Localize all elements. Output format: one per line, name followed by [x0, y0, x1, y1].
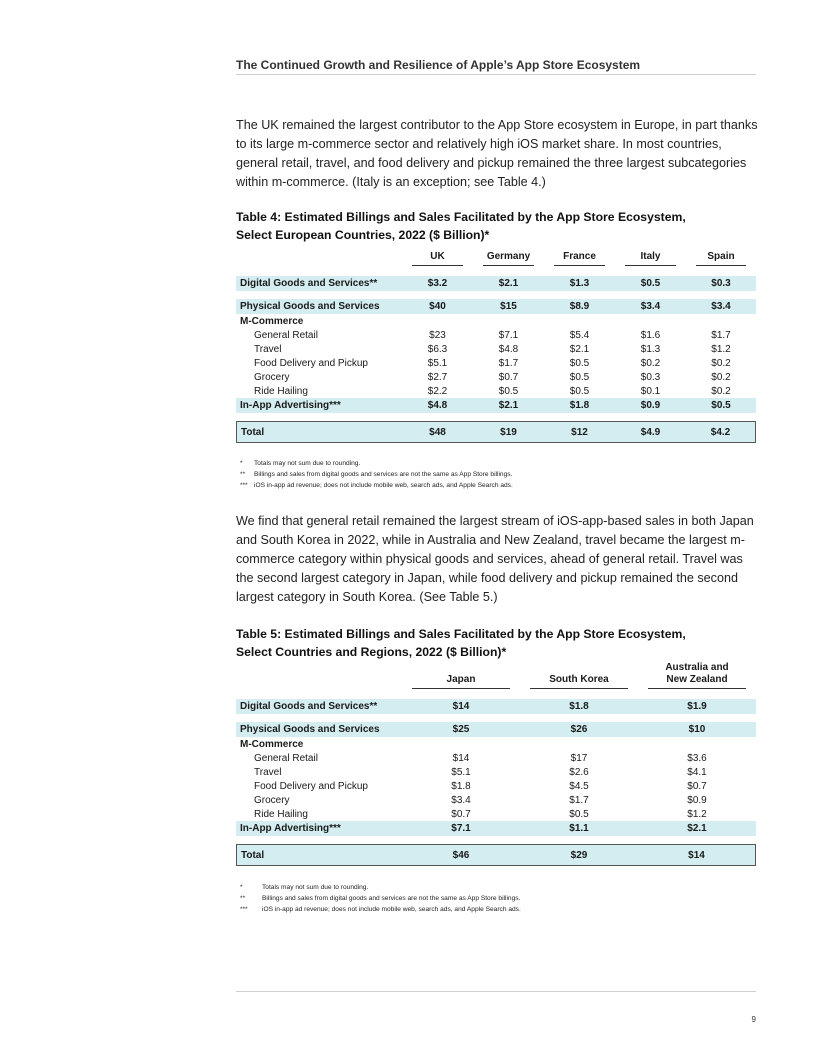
row-label: Food Delivery and Pickup	[254, 357, 368, 369]
table-row	[236, 356, 756, 370]
cell: $7.1	[402, 821, 520, 836]
row-label: Travel	[254, 343, 282, 355]
cell: $23	[429, 329, 446, 341]
cell: $15	[473, 299, 544, 314]
cell: $2.1	[473, 276, 544, 291]
cell: $1.9	[638, 699, 756, 714]
table-5	[236, 662, 756, 866]
table-4-title-line-1: Table 4: Estimated Billings and Sales Facilitated by the App Store Ecosystem,	[236, 210, 686, 224]
footnote-text: iOS in-app ad revenue; does not include mobile web, search ads, and Apple Search ads.	[262, 906, 521, 913]
table-5-footnotes	[240, 882, 760, 915]
cell: $1.7	[711, 329, 731, 341]
cell: $0.7	[687, 780, 707, 792]
cell: $4.8	[402, 398, 473, 413]
row-label: Digital Goods and Services**	[236, 276, 402, 291]
column-header-label: South Korea	[530, 674, 628, 689]
footnote-text: Billings and sales from digital goods and services are not the same as App Store billings.	[254, 471, 513, 478]
table-row	[236, 314, 756, 328]
cell: $3.4	[451, 794, 471, 806]
table-4	[236, 250, 756, 443]
cell: $0.5	[569, 385, 590, 397]
column-header	[544, 250, 615, 268]
column-header-label: Spain	[696, 251, 746, 266]
cell: $1.8	[451, 780, 471, 792]
row-label: Physical Goods and Services	[236, 299, 402, 314]
cell: $5.4	[569, 329, 590, 341]
table-row	[236, 398, 756, 413]
cell: $1.3	[640, 343, 661, 355]
table-row	[236, 384, 756, 398]
row-label: Physical Goods and Services	[236, 722, 402, 737]
cell: $0.3	[640, 371, 661, 383]
row-label: Ride Hailing	[254, 808, 308, 820]
cell: $0.5	[686, 398, 756, 413]
cell: $0.5	[498, 385, 519, 397]
table-5-header-row	[236, 662, 756, 691]
total-row	[236, 844, 756, 866]
row-label: M-Commerce	[240, 738, 304, 750]
cell: $14	[638, 844, 756, 866]
cell: $4.5	[569, 780, 589, 792]
cell: $1.8	[520, 699, 638, 714]
table-5-title-line-2: Select Countries and Regions, 2022 ($ Billion)*	[236, 645, 507, 659]
footnote-text: iOS in-app ad revenue; does not include mobile web, search ads, and Apple Search ads.	[254, 482, 513, 489]
cell: $0.9	[615, 398, 686, 413]
cell: $0.5	[615, 276, 686, 291]
table-4-title-line-2: Select European Countries, 2022 ($ Billion)*	[236, 228, 490, 242]
cell: $1.8	[544, 398, 615, 413]
cell: $25	[402, 722, 520, 737]
cell: $3.4	[686, 299, 756, 314]
cell: $2.6	[569, 766, 589, 778]
cell: $3.6	[687, 752, 707, 764]
cell: $0.2	[711, 385, 731, 397]
cell: $2.1	[473, 398, 544, 413]
footnote	[240, 458, 760, 469]
column-header-label: Germany	[483, 251, 534, 266]
table-5-title-line-1: Table 5: Estimated Billings and Sales Facilitated by the App Store Ecosystem,	[236, 627, 686, 641]
cell: $0.9	[687, 794, 707, 806]
footnote-mark: **	[240, 895, 246, 902]
cell: $5.1	[451, 766, 471, 778]
cell: $1.2	[711, 343, 731, 355]
row-label: Travel	[254, 766, 282, 778]
column-header-label: Japan	[412, 674, 510, 689]
table-row	[236, 793, 756, 807]
table-5-title	[236, 625, 756, 661]
cell: $14	[452, 752, 470, 764]
footnote-text: Totals may not sum due to rounding.	[254, 460, 361, 467]
column-header	[615, 250, 686, 268]
row-label: Food Delivery and Pickup	[254, 780, 368, 792]
column-header	[520, 662, 638, 691]
cell: $0.2	[711, 371, 731, 383]
cell: $4.9	[615, 421, 686, 443]
cell: $2.2	[427, 385, 448, 397]
cell: $48	[402, 421, 473, 443]
footnote	[240, 882, 760, 893]
cell: $6.3	[427, 343, 448, 355]
cell: $12	[544, 421, 615, 443]
row-label: In-App Advertising***	[236, 821, 402, 836]
total-row	[236, 421, 756, 443]
cell: $5.1	[427, 357, 448, 369]
footnote-mark: *	[240, 884, 243, 891]
footnote-mark: ***	[240, 906, 248, 913]
footnote-mark: ***	[240, 482, 248, 489]
column-header-label-line-2: New Zealand	[648, 674, 746, 689]
cell: $0.7	[451, 808, 471, 820]
table-row	[236, 751, 756, 765]
column-header	[638, 662, 756, 691]
column-header-label: Italy	[625, 251, 676, 266]
cell: $8.9	[544, 299, 615, 314]
footnote	[240, 904, 760, 915]
footnote-text: Totals may not sum due to rounding.	[262, 884, 369, 891]
cell: $46	[402, 844, 520, 866]
footnote	[240, 480, 760, 491]
row-label: M-Commerce	[240, 315, 304, 327]
cell: $1.7	[569, 794, 589, 806]
table-4-title	[236, 208, 756, 244]
second-paragraph: We find that general retail remained the largest stream of iOS-app-based sales in both Japan and South Korea in 2022, while in Australia and New Zealand, travel became the largest m-commerce category within physical goods and services, ahead of general retail. Travel was the second largest category in Japan, while food delivery and pickup remained the second largest category in South Korea. (See Table 5.)	[236, 514, 754, 604]
row-label: Ride Hailing	[254, 385, 308, 397]
table-row	[236, 779, 756, 793]
intro-paragraph: The UK remained the largest contributor to the App Store ecosystem in Europe, in part thanks to its large m-commerce sector and relatively high iOS market share. In most countries, general retail, travel, and food delivery and pickup remained the three largest subcategories within m-commerce. (Italy is an exception; see Table 4.)	[236, 118, 758, 189]
cell: $0.5	[569, 357, 590, 369]
cell: $0.5	[569, 371, 590, 383]
row-label: Digital Goods and Services**	[236, 699, 402, 714]
row-label: Total	[236, 844, 402, 866]
table-row	[236, 276, 756, 291]
table-4-footnotes	[240, 458, 760, 491]
running-header: The Continued Growth and Resilience of Apple’s App Store Ecosystem	[236, 58, 756, 75]
table-row	[236, 765, 756, 779]
cell: $1.7	[498, 357, 519, 369]
cell: $1.2	[687, 808, 707, 820]
cell: $29	[520, 844, 638, 866]
row-label: In-App Advertising***	[236, 398, 402, 413]
row-label: General Retail	[254, 329, 318, 341]
column-header-label-line-1: Australia and	[665, 662, 729, 673]
table-row	[236, 342, 756, 356]
table-row	[236, 370, 756, 384]
page-number: 9	[751, 1015, 756, 1024]
column-header	[402, 250, 473, 268]
cell: $2.1	[569, 343, 590, 355]
cell: $7.1	[498, 329, 519, 341]
cell: $4.8	[498, 343, 519, 355]
cell: $26	[520, 722, 638, 737]
footnote-mark: *	[240, 460, 243, 467]
cell: $0.7	[498, 371, 519, 383]
footnote	[240, 469, 760, 480]
column-header-label: UK	[412, 251, 463, 266]
cell: $0.3	[686, 276, 756, 291]
cell: $0.5	[569, 808, 589, 820]
row-label: Grocery	[254, 794, 290, 806]
cell: $3.4	[615, 299, 686, 314]
cell: $4.2	[686, 421, 756, 443]
table-row	[236, 807, 756, 821]
column-header	[402, 662, 520, 691]
cell: $1.6	[640, 329, 661, 341]
cell: $3.2	[402, 276, 473, 291]
cell: $40	[402, 299, 473, 314]
table-row	[236, 299, 756, 314]
footer-divider	[236, 991, 756, 992]
table-4-header-blank	[236, 250, 402, 268]
cell: $2.1	[638, 821, 756, 836]
cell: $17	[570, 752, 588, 764]
cell: $0.1	[640, 385, 661, 397]
table-row	[236, 699, 756, 714]
footnote-text: Billings and sales from digital goods and services are not the same as App Store billings.	[262, 895, 521, 902]
row-label: General Retail	[254, 752, 318, 764]
table-row	[236, 328, 756, 342]
column-header	[686, 250, 756, 268]
table-5-header-blank	[236, 662, 402, 691]
cell: $0.2	[640, 357, 661, 369]
column-header	[473, 250, 544, 268]
cell: $1.1	[520, 821, 638, 836]
table-4-header-row	[236, 250, 756, 268]
table-row	[236, 737, 756, 751]
column-header-label: France	[554, 251, 605, 266]
cell: $14	[402, 699, 520, 714]
footnote-mark: **	[240, 471, 246, 478]
table-row	[236, 722, 756, 737]
table-row	[236, 821, 756, 836]
cell: $0.2	[711, 357, 731, 369]
cell: $10	[638, 722, 756, 737]
cell: $1.3	[544, 276, 615, 291]
cell: $4.1	[687, 766, 707, 778]
footnote	[240, 893, 760, 904]
cell: $19	[473, 421, 544, 443]
row-label: Total	[236, 421, 402, 443]
cell: $2.7	[427, 371, 448, 383]
row-label: Grocery	[254, 371, 290, 383]
